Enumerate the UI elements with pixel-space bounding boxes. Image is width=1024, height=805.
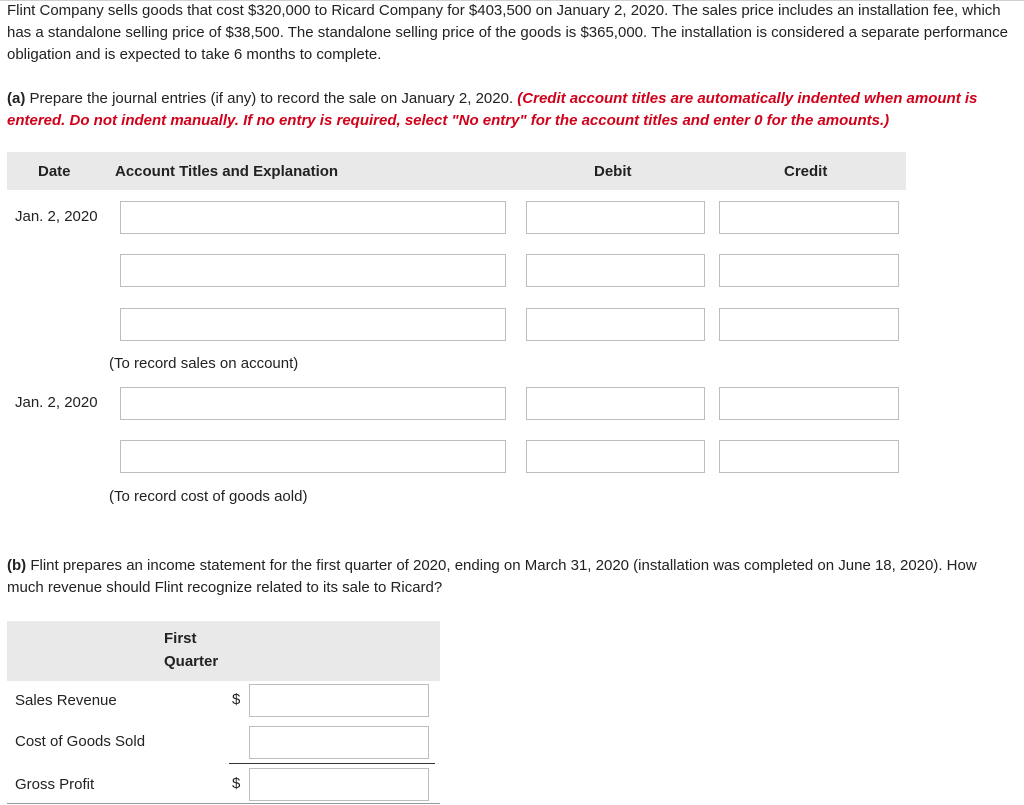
entry-1-line-3-debit-input[interactable] bbox=[526, 308, 705, 341]
part-a-label: (a) bbox=[7, 90, 26, 107]
part-a-question bbox=[7, 88, 1012, 132]
entry-2-line-2-debit-input[interactable] bbox=[526, 440, 705, 473]
problem-statement: Flint Company sells goods that cost $320,000 to Ricard Company for $403,500 on January 2, 2020. The sales price includes an installation fee, which has a standalone selling price of $38,500. The standalone selling price of the goods is $365,000. The installation is considered a separate performance obligation and is expected to take 6 months to complete. bbox=[7, 2, 1008, 63]
entry-2-line-2-credit-input[interactable] bbox=[719, 440, 899, 473]
entry-2-date: Jan. 2, 2020 bbox=[15, 394, 98, 411]
gross-profit-currency: $ bbox=[232, 775, 241, 792]
entry-1-date: Jan. 2, 2020 bbox=[15, 208, 98, 225]
row-label-cogs: Cost of Goods Sold bbox=[15, 733, 146, 750]
header-quarter: Quarter bbox=[164, 653, 219, 670]
entry-2-line-2-account-input[interactable] bbox=[120, 440, 506, 473]
entry-2-explanation: (To record cost of goods aold) bbox=[109, 488, 308, 505]
subtotal-rule bbox=[229, 763, 435, 764]
entry-2-line-1-credit-input[interactable] bbox=[719, 387, 899, 420]
header-debit: Debit bbox=[594, 163, 632, 180]
part-a-text: Prepare the journal entries (if any) to record the sale on January 2, 2020. bbox=[25, 90, 518, 107]
entry-1-line-2-account-input[interactable] bbox=[120, 254, 506, 287]
part-b-question bbox=[7, 555, 1012, 599]
entry-1-explanation: (To record sales on account) bbox=[109, 355, 299, 372]
header-date: Date bbox=[38, 163, 71, 180]
row-label-gross-profit: Gross Profit bbox=[15, 776, 95, 793]
sales-revenue-currency: $ bbox=[232, 691, 241, 708]
journal-table-header bbox=[7, 152, 906, 190]
income-statement-header bbox=[7, 621, 440, 681]
entry-1-line-2-debit-input[interactable] bbox=[526, 254, 705, 287]
row-label-sales-revenue: Sales Revenue bbox=[15, 692, 117, 709]
table-bottom-rule bbox=[7, 803, 440, 804]
entry-2-line-1-account-input[interactable] bbox=[120, 387, 506, 420]
entry-1-line-2-credit-input[interactable] bbox=[719, 254, 899, 287]
cogs-input[interactable] bbox=[249, 726, 429, 759]
entry-1-line-1-credit-input[interactable] bbox=[719, 201, 899, 234]
entry-1-line-1-debit-input[interactable] bbox=[526, 201, 705, 234]
part-b-label: (b) bbox=[7, 557, 27, 574]
header-account-titles: Account Titles and Explanation bbox=[115, 163, 339, 180]
part-b-text: Flint prepares an income statement for the first quarter of 2020, ending on March 31, 2020 (installation was completed on June 18, 2020). How much revenue should Flint recognize related to its sale to Ricard? bbox=[7, 557, 977, 596]
entry-2-line-1-debit-input[interactable] bbox=[526, 387, 705, 420]
entry-1-line-3-account-input[interactable] bbox=[120, 308, 506, 341]
header-first: First bbox=[164, 630, 197, 647]
entry-1-line-3-credit-input[interactable] bbox=[719, 308, 899, 341]
gross-profit-input[interactable] bbox=[249, 768, 429, 801]
entry-1-line-1-account-input[interactable] bbox=[120, 201, 506, 234]
part-a-instruction: (Credit account titles are automatically indented when amount is entered. Do not indent manually. If no entry is required, select "No entry" for the account titles and enter 0 for the amounts.) bbox=[7, 90, 978, 129]
sales-revenue-input[interactable] bbox=[249, 684, 429, 717]
header-credit: Credit bbox=[784, 163, 828, 180]
